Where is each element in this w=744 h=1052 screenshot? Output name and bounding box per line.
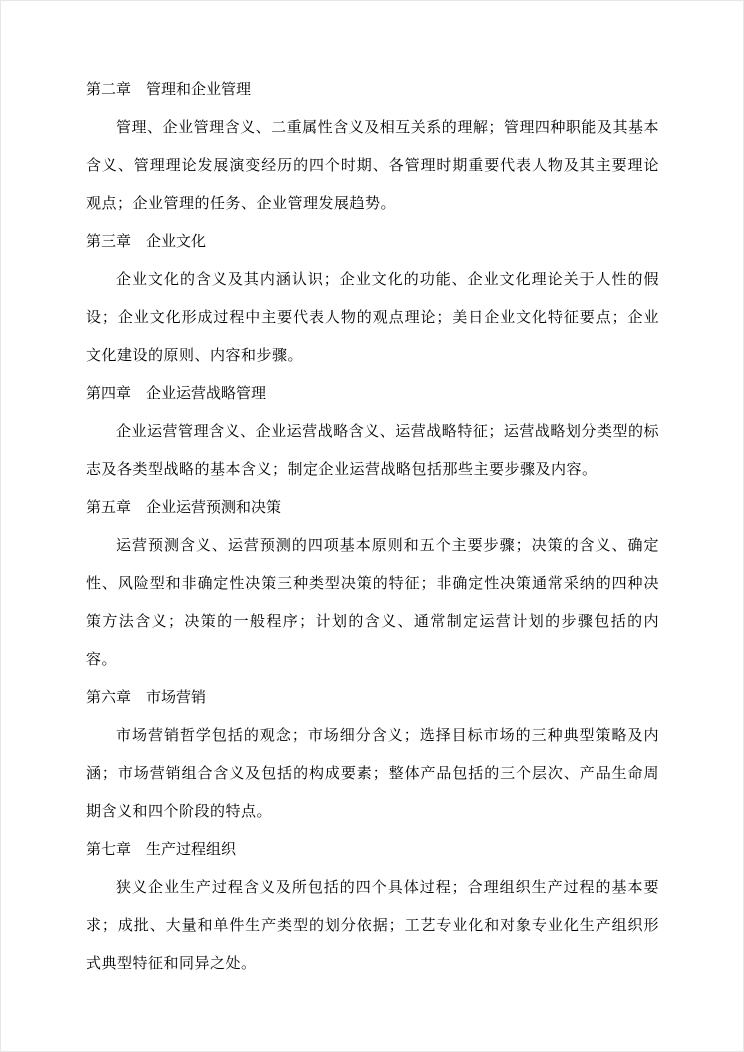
chapter-paragraph: 企业运营管理含义、企业运营战略含义、运营战略特征；运营战略划分类型的标志及各类型战略的基本含义；制定企业运营战略包括那些主要步骤及内容。 <box>86 424 659 478</box>
chapter-heading: 第三章 企业文化 <box>86 234 207 250</box>
chapter-heading: 第二章 管理和企业管理 <box>86 82 252 98</box>
chapter-section <box>86 679 659 831</box>
chapter-paragraph: 狭义企业生产过程含义及所包括的四个具体过程；合理组织生产过程的基本要求；成批、大量和单件生产类型的划分依据；工艺专业化和对象专业化生产组织形式典型特征和同异之处。 <box>86 880 659 972</box>
chapter-paragraph: 运营预测含义、运营预测的四项基本原则和五个主要步骤；决策的含义、确定性、风险型和非确定性决策三种类型决策的特征；非确定性决策通常采纳的四种决策方法含义；决策的一般程序；计划的含义、通常制定运营计划的步骤包括的内容。 <box>86 538 659 668</box>
chapter-section <box>86 489 659 679</box>
chapter-section <box>86 375 659 489</box>
chapter-heading: 第五章 企业运营预测和决策 <box>86 500 282 516</box>
chapter-section <box>86 831 659 983</box>
chapter-heading: 第六章 市场营销 <box>86 690 207 706</box>
chapter-paragraph: 管理、企业管理含义、二重属性含义及相互关系的理解；管理四种职能及其基本含义、管理理论发展演变经历的四个时期、各管理时期重要代表人物及其主要理论观点；企业管理的任务、企业管理发展趋势。 <box>86 120 659 212</box>
chapter-paragraph: 市场营销哲学包括的观念；市场细分含义；选择目标市场的三种典型策略及内涵；市场营销组合含义及包括的构成要素；整体产品包括的三个层次、产品生命周期含义和四个阶段的特点。 <box>86 728 659 820</box>
chapter-heading: 第四章 企业运营战略管理 <box>86 386 267 402</box>
chapter-heading: 第七章 生产过程组织 <box>86 842 237 858</box>
chapter-section <box>86 71 659 223</box>
chapter-paragraph: 企业文化的含义及其内涵认识；企业文化的功能、企业文化理论关于人性的假设；企业文化形成过程中主要代表人物的观点理论；美日企业文化特征要点；企业文化建设的原则、内容和步骤。 <box>86 272 659 364</box>
chapter-section <box>86 223 659 375</box>
